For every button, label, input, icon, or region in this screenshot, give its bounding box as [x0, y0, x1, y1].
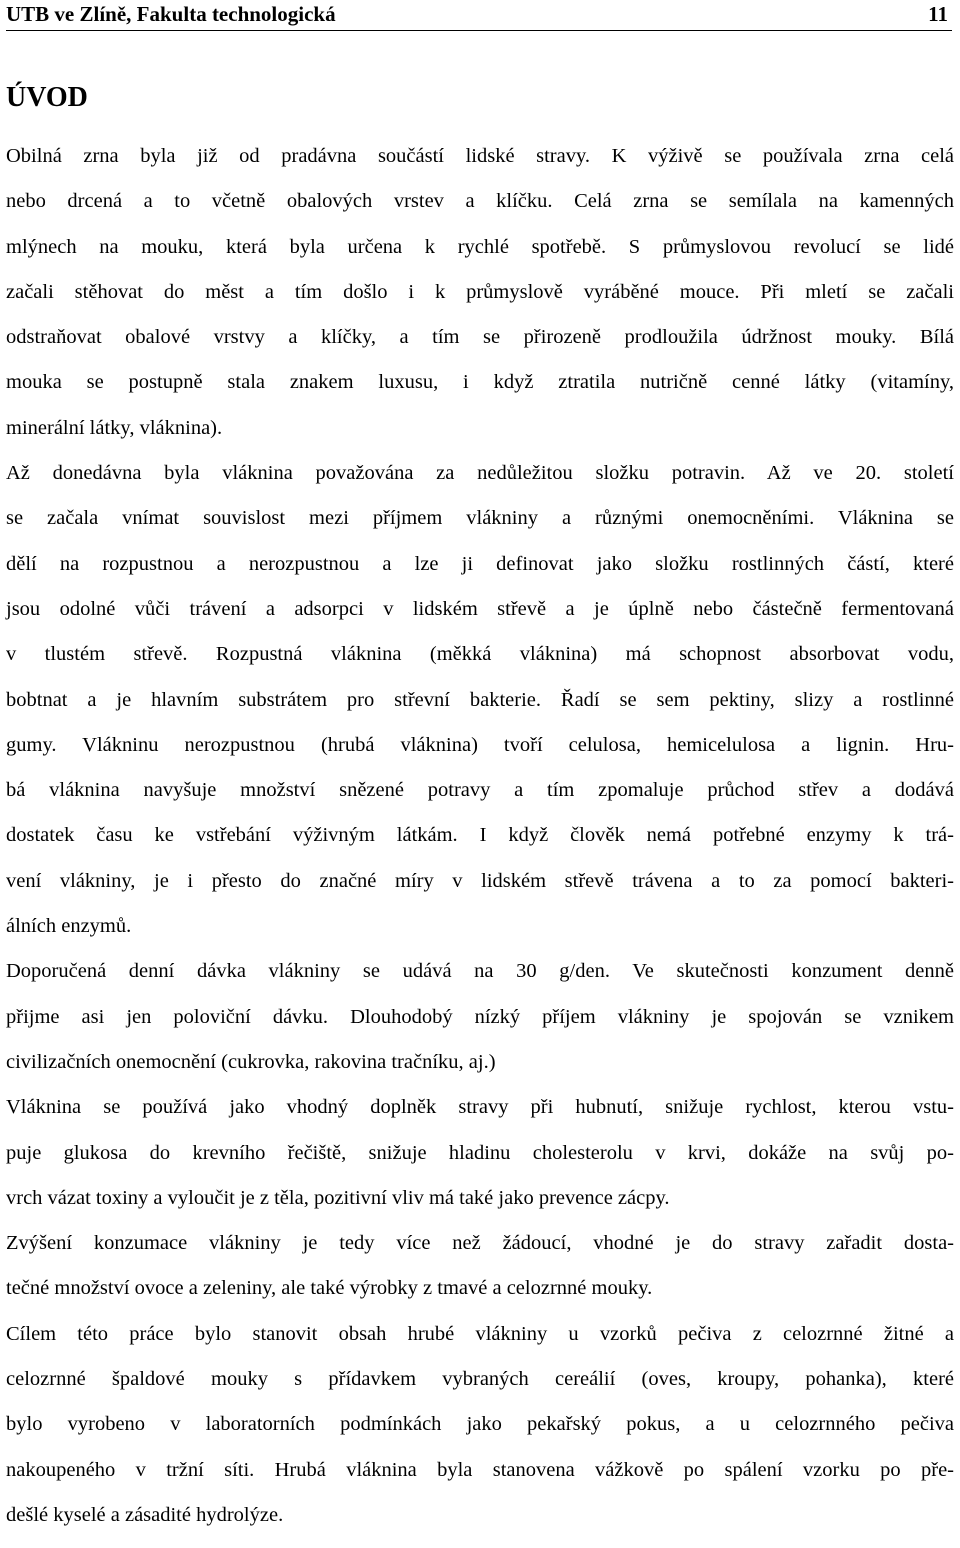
- text-line: civilizačních onemocnění (cukrovka, rakovina tračníku, aj.): [6, 1050, 496, 1073]
- text-line: álních enzymů.: [6, 915, 132, 938]
- text-line: se začala vnímat souvislost mezi příjmem vlákniny a různými onemocněními. Vláknina se: [6, 507, 954, 530]
- body-text: [6, 144, 954, 1548]
- header-title: UTB ve Zlíně, Fakulta technologická: [6, 2, 336, 26]
- text-line: tečné množství ovoce a zeleniny, ale také výrobky z tmavé a celozrnné mouky.: [6, 1277, 653, 1300]
- text-line: přijme asi jen poloviční dávku. Dlouhodobý nízký příjem vlákniny je spojován se vznikem: [6, 1005, 954, 1028]
- text-line: dostatek času ke vstřebání výživným látkám. I když člověk nemá potřebné enzymy k trá-: [6, 824, 954, 847]
- text-line: odstraňovat obalové vrstvy a klíčky, a tím se přirozeně prodloužila údržnost mouky. Bílá: [6, 326, 954, 349]
- text-line: Cílem této práce bylo stanovit obsah hrubé vlákniny u vzorků pečiva z celozrnné žitné a: [6, 1322, 954, 1345]
- text-line: bylo vyrobeno v laboratorních podmínkách jako pekařský pokus, a u celozrnného pečiva: [6, 1413, 954, 1436]
- text-line: vrch vázat toxiny a vyloučit je z těla, pozitivní vliv má také jako prevence zácpy.: [6, 1186, 670, 1209]
- text-line: puje glukosa do krevního řečiště, snižuje hladinu cholesterolu v krvi, dokáže na svůj po-: [6, 1141, 954, 1164]
- text-line: jsou odolné vůči trávení a adsorpci v lidském střevě a je úplně nebo částečně fermentovaná: [6, 597, 954, 620]
- text-line: dělí na rozpustnou a nerozpustnou a lze ji definovat jako složku rostlinných částí, které: [6, 552, 954, 575]
- text-line: mouka se postupně stala znakem luxusu, i když ztratila nutričně cenné látky (vitamíny,: [6, 371, 954, 394]
- text-line: gumy. Vlákninu nerozpustnou (hrubá vláknina) tvoří celulosa, hemicelulosa a lignin. Hru-: [6, 733, 954, 756]
- text-line: bá vláknina navyšuje množství snězené potravy a tím zpomaluje průchod střev a dodává: [6, 779, 954, 802]
- text-line: Až donedávna byla vláknina považována za nedůležitou složku potravin. Až ve 20. století: [6, 462, 954, 485]
- text-line: celozrnné špaldové mouky s přídavkem vybraných cereálií (oves, kroupy, pohanka), které: [6, 1368, 954, 1391]
- text-line: bobtnat a je hlavním substrátem pro střevní bakterie. Řadí se sem pektiny, slizy a rostlinné: [6, 688, 954, 711]
- text-line: Zvýšení konzumace vlákniny je tedy více než žádoucí, vhodné je do stravy zařadit dosta-: [6, 1232, 954, 1255]
- text-line: nakoupeného v tržní síti. Hrubá vláknina byla stanovena vážkově po spálení vzorku po pře-: [6, 1458, 954, 1481]
- page-number: 11: [928, 2, 948, 26]
- text-line: nebo drcená a to včetně obalových vrstev a klíčku. Celá zrna se semílala na kamenných: [6, 190, 954, 213]
- text-line: Doporučená denní dávka vlákniny se udává na 30 g/den. Ve skutečnosti konzument denně: [6, 960, 954, 983]
- section-heading: ÚVOD: [6, 82, 88, 113]
- text-line: Obilná zrna byla již od pradávna součástí lidské stravy. K výživě se používala zrna celá: [6, 145, 954, 167]
- text-line: v tlustém střevě. Rozpustná vláknina (měkká vláknina) má schopnost absorbovat vodu,: [6, 643, 954, 666]
- text-line: Vláknina se používá jako vhodný doplněk stravy při hubnutí, snižuje rychlost, kterou vstu-: [6, 1096, 954, 1119]
- text-line: dešlé kyselé a zásadité hydrolýze.: [6, 1503, 284, 1526]
- page-header: [6, 0, 952, 31]
- text-line: vení vlákniny, je i přesto do značné míry v lidském střevě trávena a to za pomocí bakteri-: [6, 869, 954, 892]
- text-line: mlýnech na mouku, která byla určena k rychlé spotřebě. S průmyslovou revolucí se lidé: [6, 235, 954, 258]
- text-line: začali stěhovat do měst a tím došlo i k průmyslově vyráběné mouce. Při mletí se začali: [6, 280, 954, 303]
- text-line: minerální látky, vláknina).: [6, 416, 223, 439]
